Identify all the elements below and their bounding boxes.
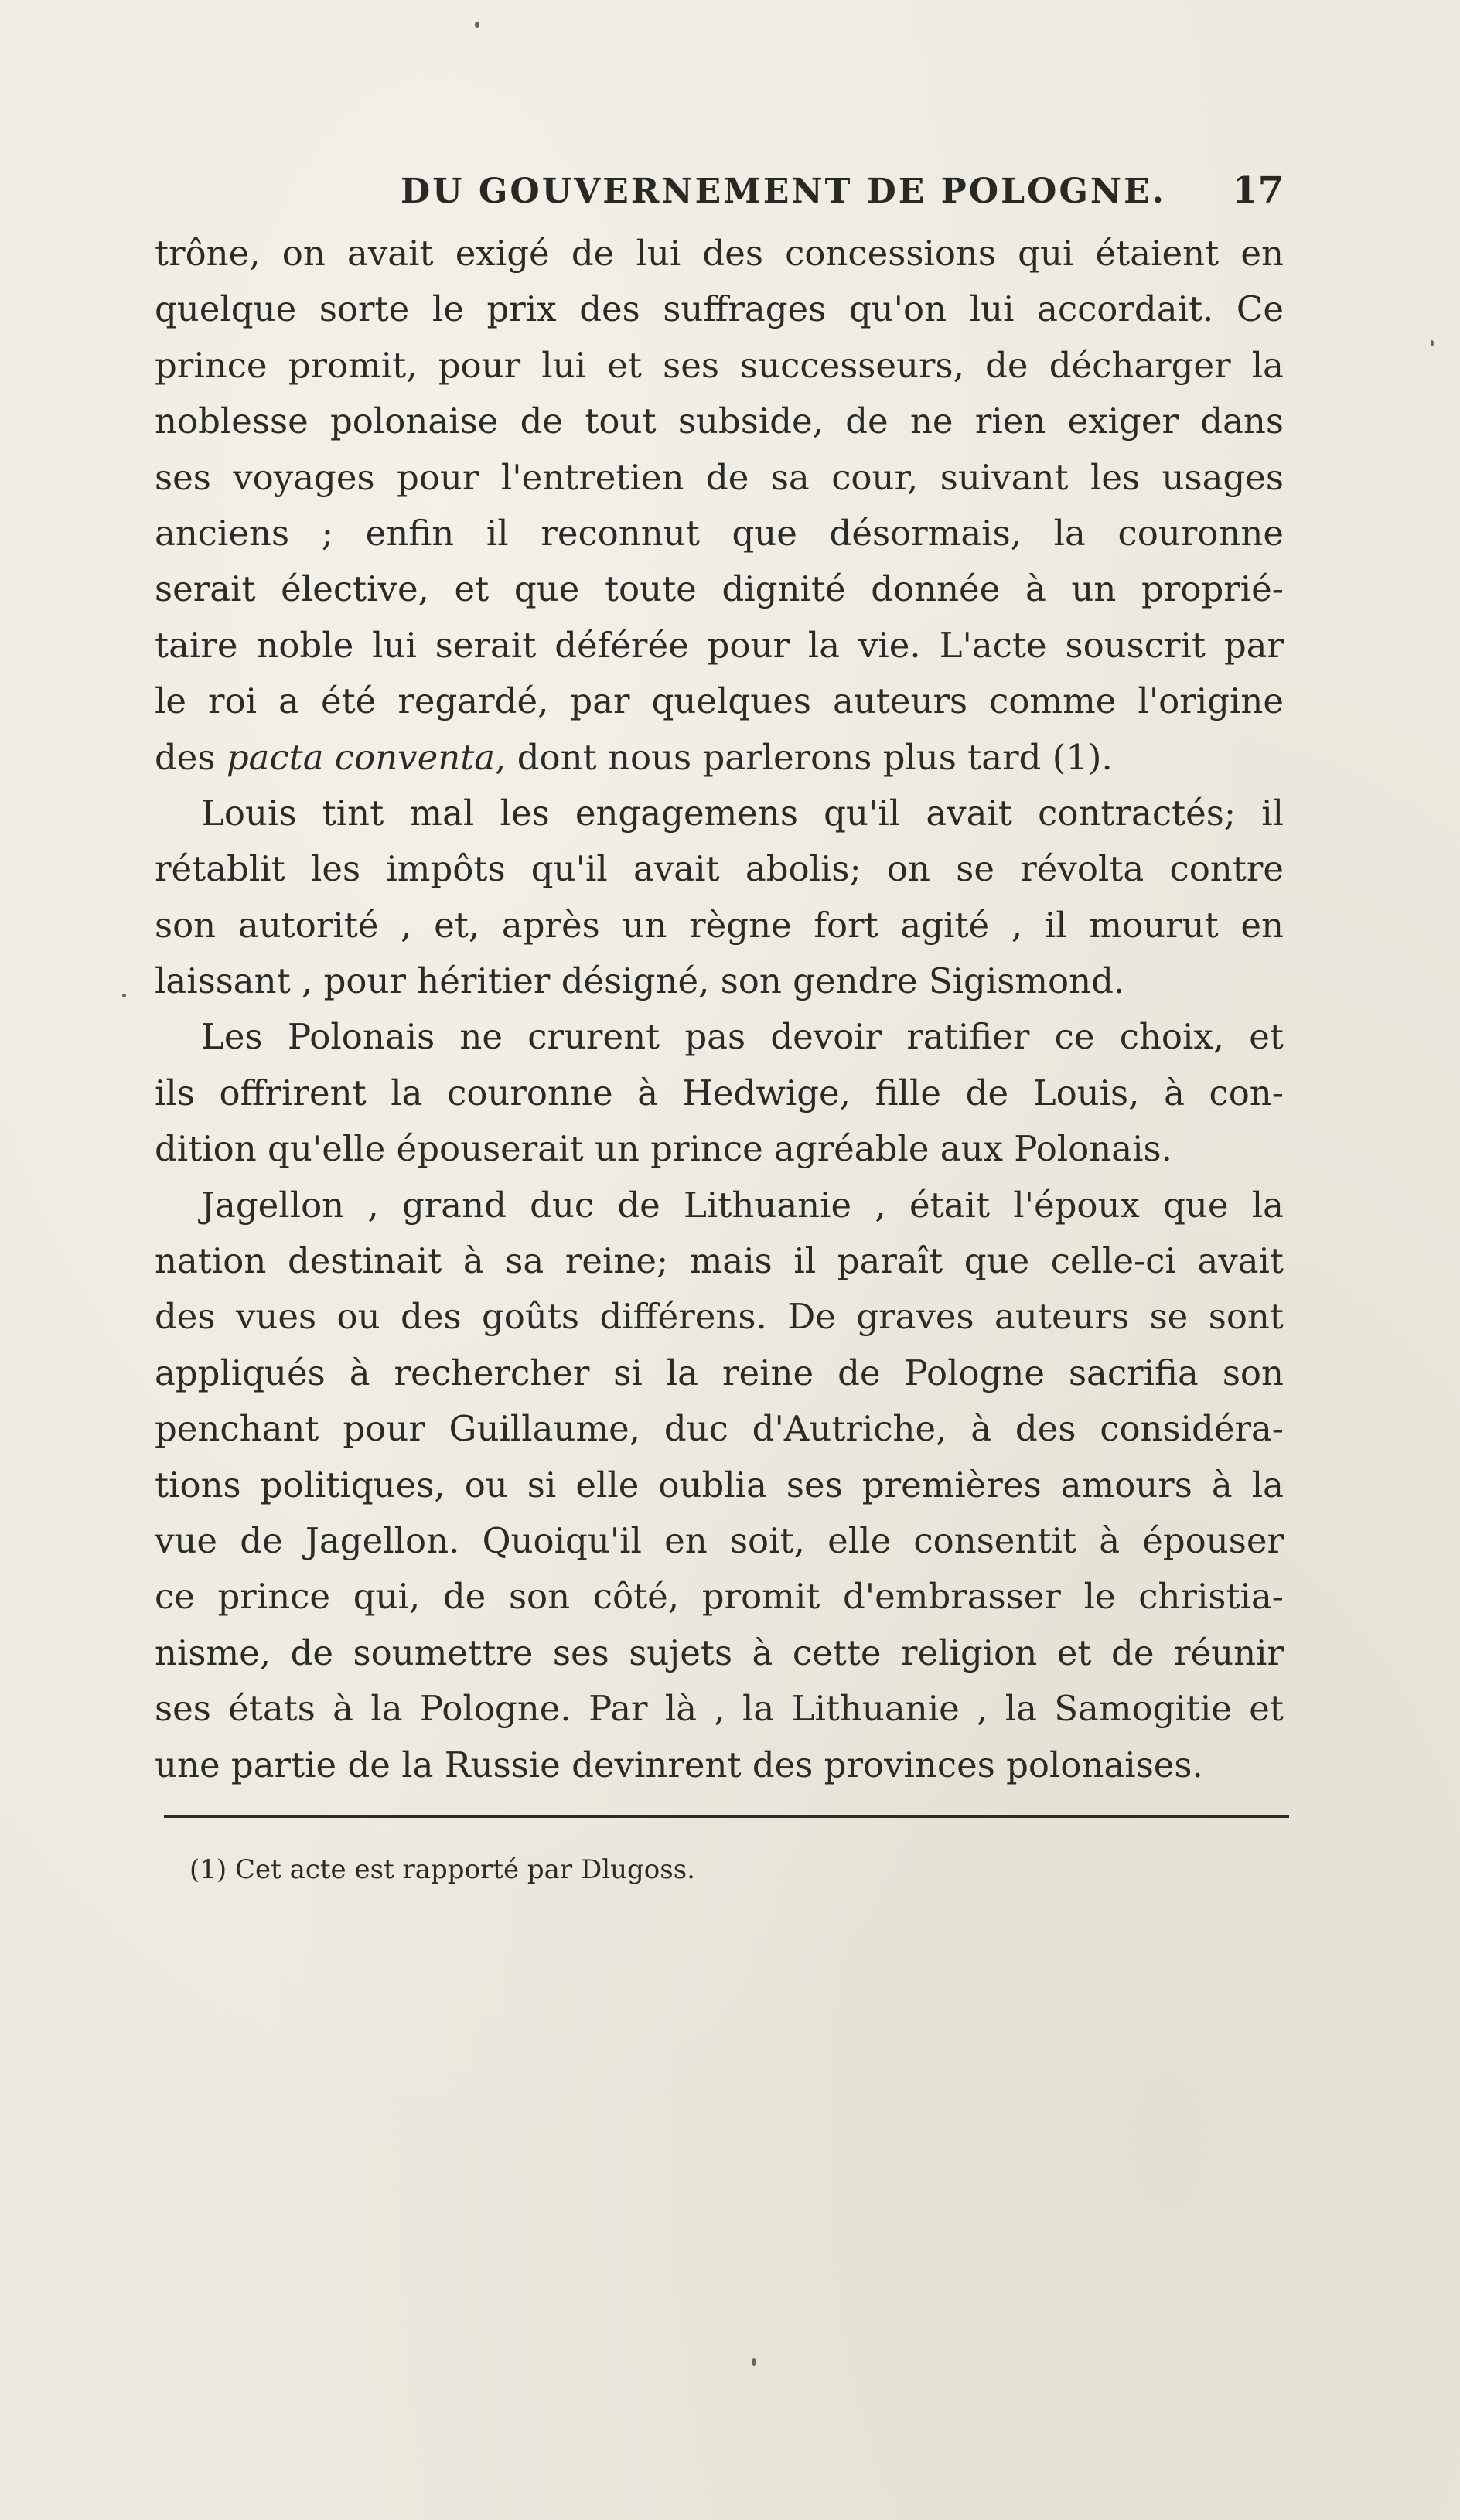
body-text: [155, 226, 1284, 1793]
text-line: ils offrirent la couronne à Hedwige, fille de Louis, à con-: [155, 1072, 1284, 1113]
footnote-rule: [164, 1815, 1289, 1818]
text-line: taire noble lui serait déférée pour la vie. L'acte souscrit par: [155, 624, 1284, 666]
text-line: ce prince qui, de son côté, promit d'embrasser le christia-: [155, 1576, 1284, 1618]
text-line: dition qu'elle épouserait un prince agréable aux Polonais.: [155, 1128, 1172, 1170]
paper-speck: [475, 22, 479, 28]
text-line: ses états à la Pologne. Par là , la Lithuanie , la Samogitie et: [155, 1688, 1284, 1730]
paper-speck: [752, 2358, 756, 2366]
running-title: DU GOUVERNEMENT DE POLOGNE.: [401, 172, 1166, 211]
text-line: quelque sorte le prix des suffrages qu'on lui accordait. Ce: [155, 288, 1284, 330]
page-header: [155, 169, 1284, 218]
text-line: trône, on avait exigé de lui des concessions qui étaient en: [155, 233, 1284, 274]
italic-phrase: pacta conventa: [226, 736, 496, 778]
text-line: des vues ou des goûts différens. De graves auteurs se sont: [155, 1296, 1284, 1338]
text-line: une partie de la Russie devinrent des provinces polonaises.: [155, 1744, 1203, 1785]
text-line: serait élective, et que toute dignité donnée à un proprié-: [155, 568, 1284, 610]
text-line: nation destinait à sa reine; mais il paraît que celle-ci avait: [155, 1240, 1284, 1282]
text-line: noblesse polonaise de tout subside, de ne rien exiger dans: [155, 401, 1284, 442]
text-line: vue de Jagellon. Quoiqu'il en soit, elle consentit à épouser: [155, 1519, 1284, 1561]
paragraph-start-line: Les Polonais ne crurent pas devoir ratifier ce choix, et: [201, 1016, 1284, 1058]
paragraph-start-line: Jagellon , grand duc de Lithuanie , était l'époux que la: [201, 1184, 1284, 1226]
paper-speck: [1431, 340, 1434, 346]
text-line: laissant , pour héritier désigné, son gendre Sigismond.: [155, 960, 1125, 1002]
text-line: appliqués à rechercher si la reine de Pologne sacrifia son: [155, 1352, 1284, 1393]
paragraph-start-line: Louis tint mal les engagemens qu'il avait contractés; il: [201, 792, 1284, 834]
text-line: anciens ; enfin il reconnut que désormais, la couronne: [155, 512, 1284, 554]
text-line: penchant pour Guillaume, duc d'Autriche, à des considéra-: [155, 1408, 1284, 1450]
text-line: ses voyages pour l'entretien de sa cour, suivant les usages: [155, 456, 1284, 498]
text-line: le roi a été regardé, par quelques auteurs comme l'origine: [155, 680, 1284, 722]
footnote: (1) Cet acte est rapporté par Dlugoss.: [189, 1854, 695, 1885]
text-line: rétablit les impôts qu'il avait abolis; on se révolta contre: [155, 848, 1284, 890]
text-line: nisme, de soumettre ses sujets à cette religion et de réunir: [155, 1632, 1284, 1673]
text-line: son autorité , et, après un règne fort agité , il mourut en: [155, 904, 1284, 946]
page-number: 17: [1232, 169, 1284, 212]
text-line-with-italic: des pacta conventa, dont nous parlerons plus tard (1).: [155, 736, 1113, 778]
text-line: tions politiques, ou si elle oublia ses premières amours à la: [155, 1464, 1284, 1506]
text-line: prince promit, pour lui et ses successeurs, de décharger la: [155, 344, 1284, 386]
paper-speck: [122, 994, 126, 997]
